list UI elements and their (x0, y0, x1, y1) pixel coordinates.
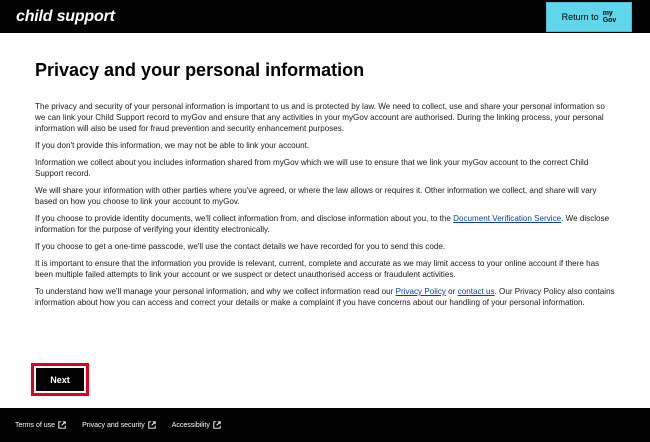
header (0, 0, 650, 33)
p8-text-after: . Our Privacy Policy also contains information about how you can access and correct your details or make a complaint if you have concerns about our handling of your personal information. (35, 287, 615, 307)
footer-link-label: Privacy and security (82, 421, 145, 429)
privacy-paragraph-3: Information we collect about you includes information shared from myGov which we will use to ensure that we link your myGov account to the correct Child Support record. (35, 158, 589, 178)
privacy-paragraph-2: If you don't provide this information, we may not be able to link your account. (35, 141, 310, 150)
footer-link-accessibility[interactable] (172, 421, 221, 429)
privacy-paragraph-7: It is important to ensure that the information you provide is relevant, current, complete and accurate as we may limit access to your online account if there has been multiple failed attempts to link your account or we suspect or detect unauthorised access or fraudulent activities. (35, 259, 600, 279)
return-to-mygov-button[interactable] (546, 2, 632, 32)
footer-link-terms-of-use[interactable] (15, 421, 66, 429)
page-title: Privacy and your personal information (35, 60, 365, 80)
p5-text-before: If you choose to provide identity documents, we'll collect information from, and disclose information about you, to the (35, 214, 454, 223)
next-button-highlight (31, 363, 89, 396)
footer-link-label: Terms of use (15, 421, 56, 429)
mygov-line1: my (602, 9, 613, 17)
p8-text-before: To understand how we'll manage your personal information, and why we collect information read our (35, 287, 396, 296)
footer (0, 408, 650, 442)
external-link-icon (213, 421, 221, 429)
contact-us-link[interactable]: contact us (457, 287, 495, 296)
p8-text-mid: or (445, 287, 458, 296)
privacy-policy-link[interactable]: Privacy Policy (395, 287, 446, 296)
privacy-paragraph-8 (35, 286, 615, 308)
next-button[interactable]: Next (36, 368, 84, 391)
p5-text-after: . We disclose information for the purpose of verifying your identity electronically. (35, 214, 610, 234)
footer-link-privacy-and-security[interactable] (82, 421, 156, 429)
privacy-paragraph-5 (35, 213, 615, 235)
mygov-line2: Gov (602, 16, 617, 24)
footer-link-label: Accessibility (171, 421, 210, 429)
external-link-icon (58, 421, 66, 429)
main-content (0, 33, 650, 408)
privacy-paragraph-4: We will share your information with other parties where you've agreed, or where the law allows or requires it. Other information we collect, and share will vary based on how you choose to link your account to myGov. (35, 186, 597, 206)
privacy-paragraph-6: If you choose to get a one-time passcode, we'll use the contact details we have recorded for you to send this code. (35, 242, 446, 251)
document-verification-service-link[interactable]: Document Verification Service (453, 214, 562, 223)
mygov-logo (603, 10, 617, 24)
return-label: Return to (561, 11, 599, 22)
child-support-logo[interactable]: child support (16, 7, 115, 25)
external-link-icon (148, 421, 156, 429)
privacy-paragraph-1: The privacy and security of your personal information is important to us and is protected by law. We need to collect, use and share your personal information so we can link your Child Support record to myGov and ensure that any activities in your myGov account are authorised. During the linking process, your personal information will also be used for fraud prevention and security enhancement purposes. (35, 102, 605, 133)
